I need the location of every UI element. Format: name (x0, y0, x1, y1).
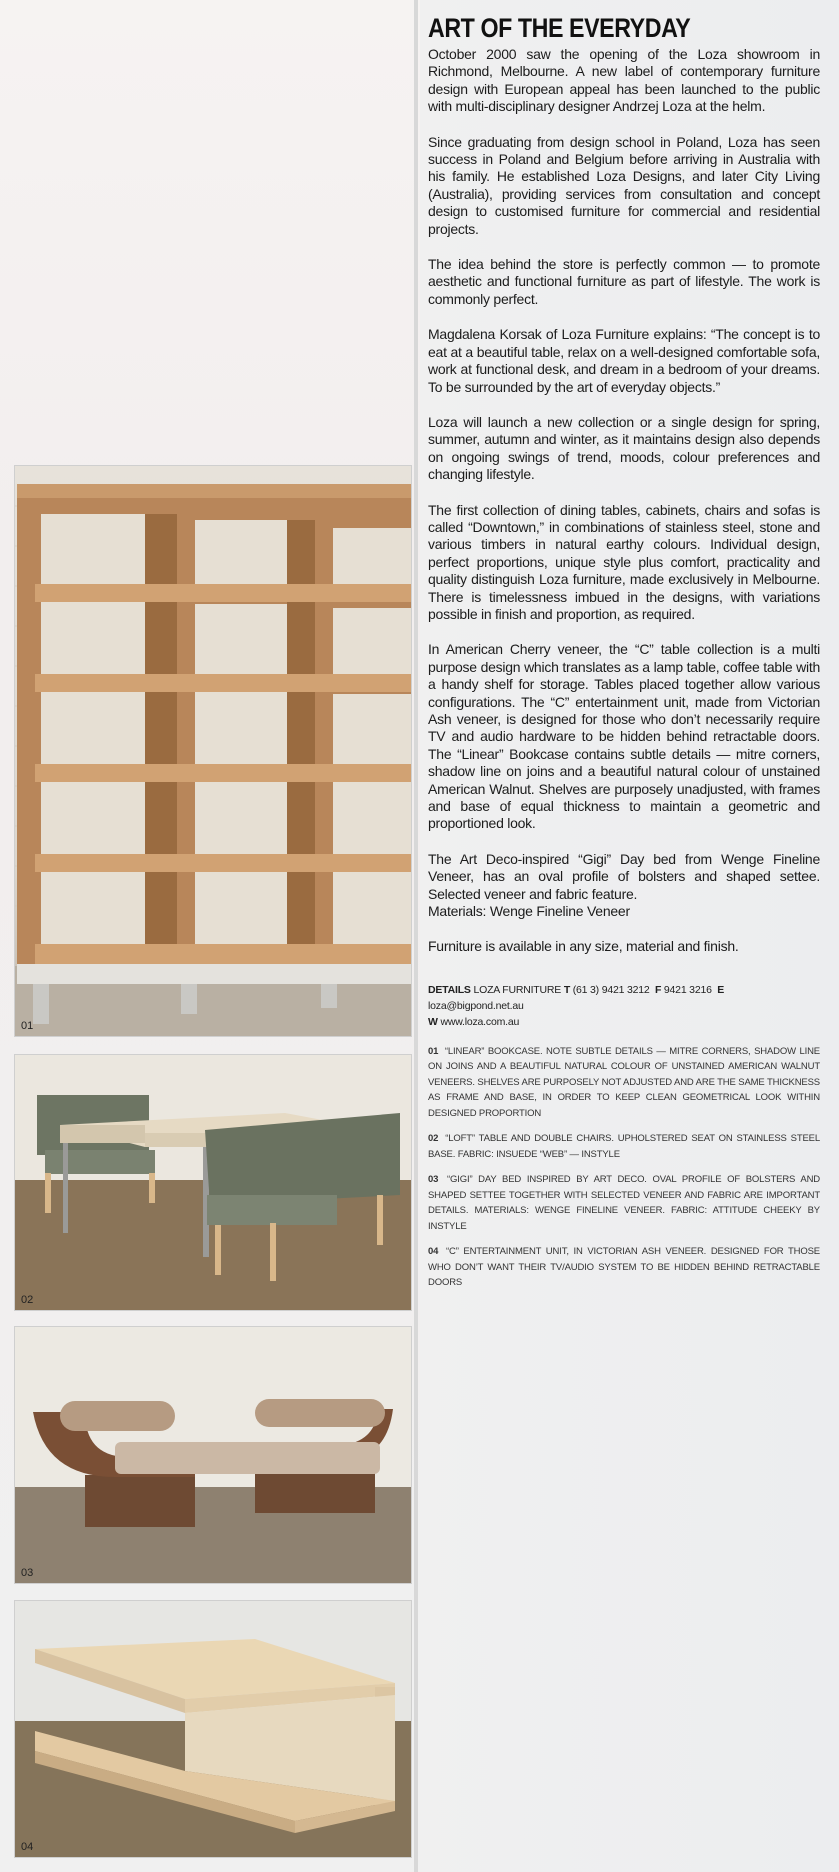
caption-number: 01 (428, 1045, 439, 1057)
day-bed-illustration (15, 1327, 411, 1583)
photo-entertainment-unit (14, 1600, 412, 1858)
contact-details (428, 982, 820, 1030)
email-label: E (717, 983, 724, 996)
web-label: W (428, 1015, 438, 1028)
email-address: loza@bigpond.net.au (428, 999, 524, 1012)
caption-text: “LOFT” TABLE AND DOUBLE CHAIRS. UPHOLSTERED SEAT ON STAINLESS STEEL BASE. FABRIC: INSUEDE “WEB” — INSTYLE (428, 1133, 820, 1160)
caption-number: 02 (428, 1133, 439, 1145)
paragraph: Magdalena Korsak of Loza Furniture explains: “The concept is to eat at a beautiful table, relax on a well-designed comfortable sofa, work at functional desk, and dream in a bedroom of your dreams. To be surrounded by the art of everyday objects.” (428, 326, 820, 395)
company-name: LOZA FURNITURE (473, 983, 562, 996)
article-column (428, 12, 820, 1301)
materials-line: Materials: Wenge Fineline Veneer (428, 903, 630, 920)
entertainment-unit-illustration (15, 1601, 411, 1857)
fax-label: F (654, 983, 662, 996)
article-headline: ART OF THE EVERYDAY (428, 13, 691, 43)
web-address: www.loza.com.au (440, 1015, 520, 1028)
paragraph: The first collection of dining tables, cabinets, chairs and sofas is called “Downtown,” in combinations of stainless steel, stone and various timbers in natural earthy colours. Individual design, perfect proportions, unique style plus comfort, practicality and quality distinguish Loza furniture, made exclusively in Melbourne. There is timelessness imbued in the designs, with variations possible in finish and proportion, as required. (428, 501, 820, 622)
fax-number: 9421 3216 (663, 983, 712, 996)
column-divider (414, 0, 418, 1872)
paragraph: The Art Deco-inspired “Gigi” Day bed from Wenge Fineline Veneer, has an oval profile of bolsters and shaped settee. Selected veneer and fabric feature. (428, 850, 820, 902)
paragraph: Since graduating from design school in Poland, Loza has seen success in Poland and Belgium before arriving in Australia with his family. He established Loza Designs, and later City Living (Australia), providing services from consultation and concept design to customised furniture for commercial and residential projects. (428, 133, 820, 237)
bookcase-illustration (15, 466, 411, 1036)
photo-caption (428, 1131, 820, 1162)
photo-day-bed (14, 1326, 412, 1584)
caption-text: “GIGI” DAY BED INSPIRED BY ART DECO. OVAL PROFILE OF BOLSTERS AND SHAPED SETTEE TOGETHER WITH SELECTED VENEER AND FABRIC ARE IMPORTANT DETAILS. MATERIALS: WENGE FINELINE VENEER. FABRIC: ATTITUDE CHEEKY BY INSTYLE (428, 1174, 820, 1232)
paragraph: October 2000 saw the opening of the Loza showroom in Richmond, Melbourne. A new label of contemporary furniture design with European appeal has been launched to the public with multi-disciplinary designer Andrzej Loza at the helm. (428, 46, 820, 115)
phone-label: T (563, 983, 571, 996)
paragraph: In American Cherry veneer, the “C” table collection is a multi purpose design which translates as a lamp table, coffee table with a handy shelf for storage. Tables placed together allow various configurations. The “C” entertainment unit, made from Victorian Ash veneer, is designed for those who don’t necessarily require TV and audio hardware to be hidden behind retractable doors. The “Linear” Bookcase contains subtle details — mitre corners, shadow line on joins and a beautiful natural colour of unstained American Walnut. Shelves are purposely unadjusted, with frames and base of equal thickness to maintain a geometric and proportioned look. (428, 641, 820, 832)
photo-bookcase (14, 465, 412, 1037)
caption-text: “C” ENTERTAINMENT UNIT, IN VICTORIAN ASH VENEER. DESIGNED FOR THOSE WHO DON’T WANT THEIR TV/AUDIO SYSTEM TO BE HIDDEN BEHIND RETRACTABLE DOORS (428, 1246, 820, 1289)
photo-number: 03 (21, 1567, 34, 1579)
details-label: DETAILS (428, 983, 471, 996)
caption-number: 03 (428, 1174, 439, 1186)
caption-number: 04 (428, 1246, 439, 1258)
photo-number: 04 (21, 1841, 34, 1853)
photo-number: 01 (21, 1020, 34, 1032)
photo-number: 02 (21, 1294, 34, 1306)
paragraph: Furniture is available in any size, material and finish. (428, 938, 739, 955)
phone-number: (61 3) 9421 3212 (572, 983, 650, 996)
photo-caption (428, 1044, 820, 1122)
table-chairs-illustration (15, 1055, 411, 1310)
paragraph: The idea behind the store is perfectly common — to promote aesthetic and functional furniture as part of lifestyle. The work is commonly perfect. (428, 256, 820, 307)
photo-table-chairs (14, 1054, 412, 1311)
photo-caption (428, 1244, 820, 1291)
paragraph: Loza will launch a new collection or a single design for spring, summer, autumn and winter, as it maintains design also depends on ongoing swings of trend, moods, colour preferences and changing lifestyle. (428, 413, 820, 483)
photo-caption (428, 1172, 820, 1234)
caption-text: “LINEAR” BOOKCASE. NOTE SUBTLE DETAILS — MITRE CORNERS, SHADOW LINE ON JOINS AND A BEAUTIFUL NATURAL COLOUR OF UNSTAINED AMERICAN WALNUT VENEERS. SHELVES ARE PURPOSELY NOT ADJUSTED AND ARE THE SAME THICKNESS AS FRAME AND BASE, IN ORDER TO KEEP CLEAN GEOMETRICAL LOOK WITHIN DESIGNED PROPORTION (428, 1045, 820, 1119)
